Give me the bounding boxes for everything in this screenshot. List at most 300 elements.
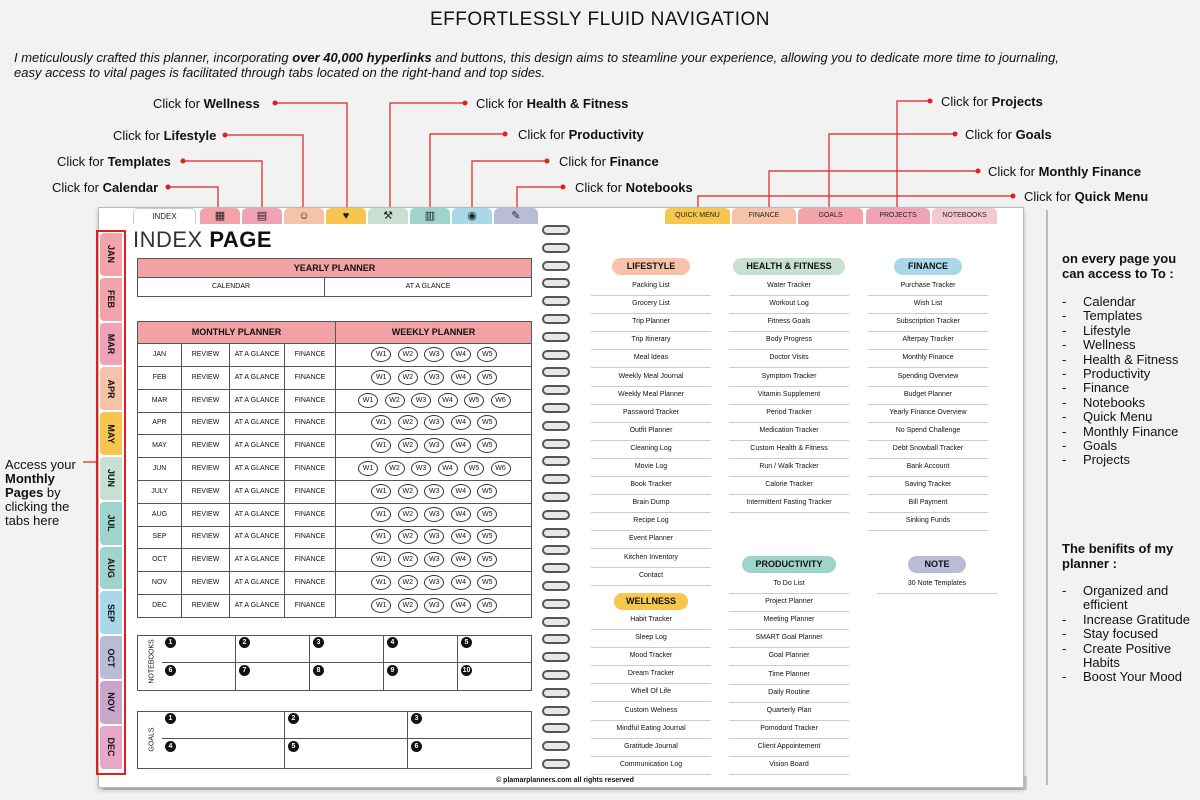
week-button[interactable]: W5 [477,415,497,430]
month-name[interactable]: MAR [138,390,182,412]
notebook-cell[interactable] [310,663,384,691]
benefit-list-item [1062,613,1200,627]
week-button[interactable]: W2 [385,461,405,476]
bullet-dash: - [1062,308,1067,324]
access-list-text: Productivity [1083,366,1151,382]
month-tab-label: FEB [106,290,116,309]
callout-templates: Click for Templates [57,154,171,169]
bullet-dash: - [1062,351,1067,367]
week-button[interactable]: W2 [398,438,418,453]
week-button[interactable]: W1 [371,484,391,499]
category-item[interactable]: Saving Tracker [868,477,988,495]
spiral-ring [542,670,570,680]
notebook-number: 1 [165,637,176,648]
category-item[interactable]: Mindful Eating Journal [591,721,711,739]
category-item[interactable]: Grocery List [591,296,711,314]
category-item[interactable]: Habit Tracker [591,612,711,630]
bullet-dash: - [1062,409,1067,425]
week-button[interactable]: W5 [464,461,484,476]
category-item[interactable]: Vision Board [729,757,849,775]
right-heading-access: on every page you can access to To : [1062,251,1177,281]
goal-cell[interactable] [285,739,408,769]
review-link[interactable]: REVIEW [182,481,230,503]
week-button[interactable]: W3 [411,461,431,476]
finance-link[interactable]: FINANCE [285,458,336,480]
week-button[interactable]: W1 [371,438,391,453]
tab-finance-right[interactable]: FINANCE [732,208,796,224]
week-button[interactable]: W4 [451,484,471,499]
category-item[interactable]: Wish List [868,296,988,314]
category-item[interactable]: Meeting Planner [729,612,849,630]
category-item[interactable]: Body Progress [729,332,849,350]
category-item[interactable]: Movie Log [591,459,711,477]
category-item[interactable]: Workout Log [729,296,849,314]
monthly-row [137,572,532,595]
review-link[interactable]: REVIEW [182,344,230,366]
access-list-item [1062,439,1178,453]
notebook-number: 5 [461,637,472,648]
tab-goals[interactable]: GOALS [798,208,863,224]
category-item[interactable]: Bank Account [868,459,988,477]
week-button[interactable]: W5 [477,347,497,362]
chart-icon: ▥ [424,210,436,222]
benefit-list-text: Create Positive Habits [1083,640,1172,671]
goal-number: 5 [288,741,299,752]
access-list-text: Goals [1083,438,1117,454]
spiral-ring [542,314,570,324]
week-button[interactable]: W4 [451,552,471,567]
notebook-cell[interactable] [162,663,236,691]
week-button[interactable]: W2 [398,598,418,613]
notebook-cell[interactable] [458,663,532,691]
category-item[interactable]: Time Planner [729,667,849,685]
spiral-ring [542,706,570,716]
yearly-glance-link[interactable]: AT A GLANCE [324,277,532,297]
bullet-dash: - [1062,626,1067,642]
month-tab-label: MAR [106,333,116,355]
spiral-ring [542,456,570,466]
week-button[interactable]: W1 [371,598,391,613]
bullet-dash: - [1062,380,1067,396]
week-button[interactable]: W3 [424,347,444,362]
bullet-dash: - [1062,394,1067,410]
glance-link[interactable]: AT A GLANCE [230,435,285,457]
category-item[interactable]: Mood Tracker [591,648,711,666]
category-item[interactable]: Intermittent Fasting Tracker [729,495,849,513]
category-item[interactable]: Vitamin Supplement [729,387,849,405]
goal-number: 2 [288,713,299,724]
week-button[interactable]: W2 [398,484,418,499]
week-button[interactable]: W5 [477,552,497,567]
tab-quick-menu[interactable]: QUICK MENU [665,208,730,224]
finance-link[interactable]: FINANCE [285,549,336,571]
monthly-row [137,435,532,458]
callout-calendar: Click for Calendar [52,180,159,195]
week-button[interactable]: W2 [398,347,418,362]
category-item[interactable]: Pomodord Tracker [729,721,849,739]
category-item[interactable]: 30 Note Templates [877,576,997,594]
calendar-icon: ▦ [214,210,226,222]
category-item[interactable]: Whell Of Life [591,684,711,702]
review-link[interactable]: REVIEW [182,367,230,389]
category-item[interactable]: Sinking Funds [868,513,988,531]
notebook-cell[interactable] [384,663,458,691]
week-button[interactable]: W3 [424,484,444,499]
category-item[interactable]: Event Planner [591,531,711,549]
finance-link[interactable]: FINANCE [285,367,336,389]
category-finance[interactable]: FINANCE [894,258,962,275]
glance-link[interactable]: AT A GLANCE [230,367,285,389]
benefit-list-item [1062,584,1200,613]
week-button[interactable]: W3 [411,393,431,408]
spiral-ring [542,243,570,253]
tab-templates[interactable] [242,208,282,224]
benefit-list-text: Boost Your Mood [1083,669,1183,685]
finance-link[interactable]: FINANCE [285,412,336,434]
finance-link[interactable]: FINANCE [285,526,336,548]
week-button[interactable]: W4 [451,575,471,590]
spiral-ring [542,421,570,431]
review-link[interactable]: REVIEW [182,595,230,617]
month-name[interactable]: DEC [138,595,182,617]
monthly-row [137,367,532,390]
goal-cell[interactable] [162,739,285,769]
category-item[interactable]: Weekly Meal Journal [591,369,711,387]
review-link[interactable]: REVIEW [182,458,230,480]
tab-notebooks-right[interactable]: NOTEBOOKS [932,208,997,224]
category-item[interactable]: Medication Tracker [729,423,849,441]
review-link[interactable]: REVIEW [182,504,230,526]
finance-link[interactable]: FINANCE [285,344,336,366]
callout-goals: Click for Goals [965,127,1052,142]
review-link[interactable]: REVIEW [182,549,230,571]
glance-link[interactable]: AT A GLANCE [230,549,285,571]
benefit-list-item [1062,642,1200,671]
access-list-text: Projects [1083,452,1130,468]
notebook-cell[interactable] [236,663,310,691]
month-name[interactable]: APR [138,412,182,434]
monthly-row [137,344,532,367]
week-button[interactable]: W3 [424,598,444,613]
notebook-number: 6 [165,665,176,676]
category-item[interactable]: Brain Dump [591,495,711,513]
month-tab-label: DEC [106,737,116,757]
category-wellness[interactable]: WELLNESS [614,593,688,610]
finance-link[interactable]: FINANCE [285,572,336,594]
category-item[interactable]: Fitness Goals [729,314,849,332]
week-button[interactable]: W1 [358,393,378,408]
bullet-dash: - [1062,366,1067,382]
spiral-ring [542,367,570,377]
category-item[interactable]: Trip Planner [591,314,711,332]
category-item[interactable]: Trip Itinerary [591,332,711,350]
benefit-list-item [1062,627,1200,641]
copyright: © plamarplanners.com all rights reserved [496,777,634,784]
spiral-ring [542,545,570,555]
week-button[interactable]: W6 [491,393,511,408]
notebook-cell[interactable] [458,635,532,663]
callout-health: Click for Health & Fitness [476,96,629,111]
category-health[interactable]: HEALTH & FITNESS [733,258,845,275]
week-button[interactable]: W5 [464,393,484,408]
intro-text: I meticulously crafted this planner, incorporating over 40,000 hyperlinks and buttons, this design aims to steamline your experience, allowing you to dedicate more time to journaling, easy access to vital pages is facilitated through tabs located on the right-hand and top sides. [14,50,1059,80]
notebook-cell[interactable] [162,635,236,663]
access-list-item [1062,453,1178,467]
week-button[interactable]: W3 [424,415,444,430]
tab-lifestyle[interactable] [284,208,324,224]
review-link[interactable]: REVIEW [182,390,230,412]
category-item[interactable]: Daily Routine [729,685,849,703]
category-item[interactable]: Water Tracker [729,278,849,296]
week-button[interactable]: W3 [424,552,444,567]
week-button[interactable]: W3 [424,575,444,590]
category-item[interactable]: No Spend Challenge [868,423,988,441]
category-item[interactable]: Symptom Tracker [729,369,849,387]
week-button[interactable]: W2 [398,415,418,430]
month-name[interactable]: AUG [138,504,182,526]
glance-link[interactable]: AT A GLANCE [230,572,285,594]
person-icon: ☺ [298,210,310,222]
access-list-text: Finance [1083,380,1130,396]
category-item[interactable]: Kitchen Inventory [591,550,711,568]
goal-cell[interactable] [408,711,532,739]
finance-link[interactable]: FINANCE [285,390,336,412]
spiral-ring [542,688,570,698]
bullet-dash: - [1062,611,1067,627]
category-productivity[interactable]: PRODUCTIVITY [742,556,836,573]
month-name[interactable]: OCT [138,549,182,571]
week-button[interactable]: W3 [424,529,444,544]
access-list-item [1062,309,1178,323]
finance-link[interactable]: FINANCE [285,435,336,457]
monthly-planner-header: MONTHLY PLANNER [137,321,336,344]
glance-link[interactable]: AT A GLANCE [230,412,285,434]
category-item[interactable]: Book Tracker [591,477,711,495]
week-button[interactable]: W2 [398,370,418,385]
access-list-text: Templates [1083,308,1143,324]
week-button[interactable]: W5 [477,598,497,613]
benefit-list-text: Increase Gratitude [1083,611,1190,627]
tab-calendar[interactable] [200,208,240,224]
goal-cell[interactable] [408,739,532,769]
callout-quick-menu: Click for Quick Menu [1024,189,1149,204]
glance-link[interactable]: AT A GLANCE [230,344,285,366]
month-tab-label: JAN [106,245,116,264]
week-button[interactable]: W1 [371,507,391,522]
week-button[interactable]: W2 [385,393,405,408]
access-list-text: Monthly Finance [1083,423,1179,439]
notebook-cell[interactable] [310,635,384,663]
week-button[interactable]: W5 [477,370,497,385]
goal-cell[interactable] [285,711,408,739]
week-button[interactable]: W4 [451,529,471,544]
tab-index[interactable]: INDEX [133,208,196,224]
notebooks-label: NOTEBOOKS [148,639,156,684]
finance-link[interactable]: FINANCE [285,595,336,617]
category-item[interactable]: Outfit Planner [591,423,711,441]
week-button[interactable]: W5 [477,529,497,544]
week-button[interactable]: W4 [451,347,471,362]
notebook-cell[interactable] [384,635,458,663]
callout-projects: Click for Projects [941,94,1043,109]
monthly-row [137,412,532,435]
access-list-item [1062,396,1178,410]
week-button[interactable]: W2 [398,575,418,590]
dumbbell-icon: ⚒ [383,210,393,222]
finance-link[interactable]: FINANCE [285,481,336,503]
tab-finance[interactable] [452,208,492,224]
right-heading-benefits: The benifits of my planner : [1062,541,1174,571]
weekly-planner-header: WEEKLY PLANNER [335,321,532,344]
goal-cell[interactable] [162,711,285,739]
category-item[interactable]: Custom Welness [591,703,711,721]
glance-link[interactable]: AT A GLANCE [230,390,285,412]
bullet-dash: - [1062,583,1067,598]
category-item[interactable]: Budget Planner [868,387,988,405]
category-item[interactable]: Weekly Meal Planner [591,387,711,405]
category-item[interactable]: Gratitude Journal [591,739,711,757]
category-item[interactable]: Doctor Visits [729,350,849,368]
category-item[interactable]: Project Planner [729,594,849,612]
category-item[interactable]: Contact [591,568,711,586]
tab-health-fitness[interactable] [368,208,408,224]
week-button[interactable]: W1 [371,529,391,544]
week-button[interactable]: W4 [451,415,471,430]
spiral-ring [542,474,570,484]
review-link[interactable]: REVIEW [182,435,230,457]
category-item[interactable]: Custom Health & Fitness [729,441,849,459]
notebook-icon: ✎ [511,210,521,222]
glance-link[interactable]: AT A GLANCE [230,481,285,503]
glance-link[interactable]: AT A GLANCE [230,458,285,480]
glance-link[interactable]: AT A GLANCE [230,595,285,617]
category-item[interactable]: Debt Snowball Tracker [868,441,988,459]
tab-notebooks[interactable] [494,208,538,224]
week-button[interactable]: W1 [371,370,391,385]
month-name[interactable]: JUN [138,458,182,480]
month-name[interactable]: JAN [138,344,182,366]
yearly-calendar-link[interactable]: CALENDAR [137,277,325,297]
spiral-ring [542,563,570,573]
category-item[interactable]: Cleaning Log [591,441,711,459]
week-button[interactable]: W3 [424,370,444,385]
tab-wellness[interactable] [326,208,366,224]
category-item[interactable]: Afterpay Tracker [868,332,988,350]
benefit-list-text: Stay focused [1083,626,1159,642]
spiral-ring [542,225,570,235]
week-button[interactable]: W3 [424,438,444,453]
access-list-item [1062,410,1178,424]
category-item[interactable]: Period Tracker [729,405,849,423]
spiral-binding [542,225,572,775]
week-button[interactable]: W2 [398,507,418,522]
category-lifestyle[interactable]: LIFESTYLE [612,258,690,275]
week-button[interactable]: W3 [424,507,444,522]
notebook-cell[interactable] [236,635,310,663]
week-button[interactable]: W1 [371,347,391,362]
category-item[interactable]: Communication Log [591,757,711,775]
category-item[interactable]: Dream Tracker [591,666,711,684]
week-button[interactable]: W5 [477,507,497,522]
month-name[interactable]: FEB [138,367,182,389]
access-list-item [1062,425,1178,439]
category-item[interactable]: Run / Walk Tracker [729,459,849,477]
category-item[interactable]: Quarterly Plan [729,703,849,721]
category-item[interactable]: Purchase Tracker [868,278,988,296]
week-button[interactable]: W5 [477,438,497,453]
category-item[interactable]: Bill Payment [868,495,988,513]
week-button[interactable]: W1 [371,415,391,430]
tab-projects[interactable]: PROJECTS [866,208,930,224]
category-item[interactable]: Yearly Finance Overview [868,405,988,423]
category-item[interactable]: Recipe Log [591,513,711,531]
week-button[interactable]: W1 [371,575,391,590]
category-item[interactable]: SMART Goal Planner [729,630,849,648]
week-button[interactable]: W6 [491,461,511,476]
spiral-ring [542,599,570,609]
category-item[interactable]: Sleep Log [591,630,711,648]
category-item[interactable]: Calorie Tracker [729,477,849,495]
month-name[interactable]: MAY [138,435,182,457]
week-button[interactable]: W2 [398,552,418,567]
review-link[interactable]: REVIEW [182,572,230,594]
category-item[interactable]: Password Tracker [591,405,711,423]
category-item[interactable]: Packing List [591,278,711,296]
category-note[interactable]: NOTE [908,556,966,573]
week-button[interactable]: W4 [451,438,471,453]
month-name[interactable]: SEP [138,526,182,548]
category-item[interactable]: Monthly Finance [868,350,988,368]
category-item[interactable]: Meal Ideas [591,350,711,368]
week-button[interactable]: W5 [477,484,497,499]
month-tab-label: AUG [106,557,116,578]
callout-wellness: Click for Wellness [153,96,260,111]
spiral-ring [542,296,570,306]
week-button[interactable]: W2 [398,529,418,544]
goal-number: 4 [165,741,176,752]
week-button[interactable]: W4 [451,507,471,522]
glance-link[interactable]: AT A GLANCE [230,504,285,526]
notebook-number: 10 [462,667,471,674]
month-name[interactable]: NOV [138,572,182,594]
spiral-ring [542,278,570,288]
category-item[interactable]: To Do List [729,576,849,594]
week-button[interactable]: W4 [451,598,471,613]
category-item[interactable]: Client Appointement [729,739,849,757]
category-item[interactable]: Spending Overview [868,369,988,387]
glance-link[interactable]: AT A GLANCE [230,526,285,548]
review-link[interactable]: REVIEW [182,412,230,434]
goals-label: GOALS [148,727,156,752]
tab-productivity[interactable] [410,208,450,224]
spiral-ring [542,759,570,769]
week-button[interactable]: W4 [438,393,458,408]
category-item[interactable]: Goal Planner [729,648,849,666]
week-button[interactable]: W4 [438,461,458,476]
goal-number: 3 [411,713,422,724]
monthly-row [137,481,532,504]
week-button[interactable]: W1 [371,552,391,567]
week-button[interactable]: W1 [358,461,378,476]
finance-link[interactable]: FINANCE [285,504,336,526]
category-item[interactable]: Subscription Tracker [868,314,988,332]
month-name[interactable]: JULY [138,481,182,503]
week-button[interactable]: W4 [451,370,471,385]
week-button[interactable]: W5 [477,575,497,590]
goal-number: 6 [411,741,422,752]
month-tab-label: JUN [106,469,116,488]
review-link[interactable]: REVIEW [182,526,230,548]
